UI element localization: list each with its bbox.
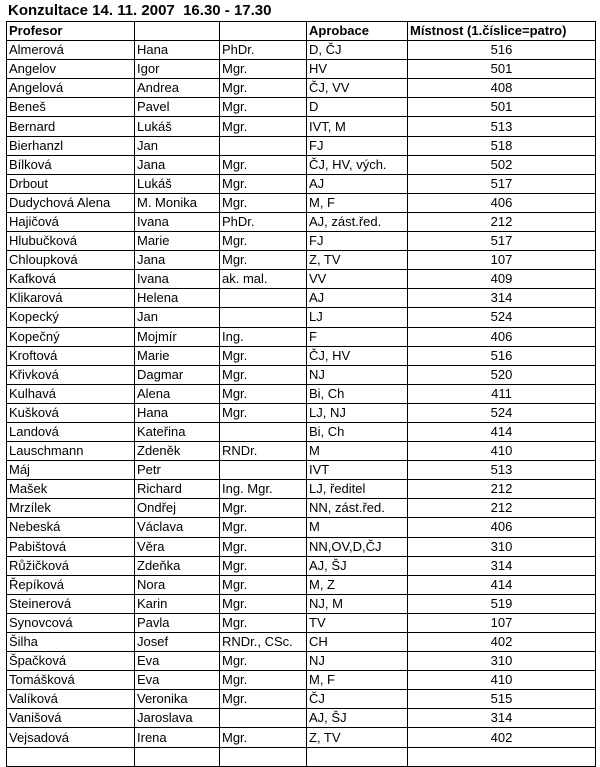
cell-aprobace: LJ, ředitel bbox=[307, 480, 408, 499]
table-row bbox=[7, 594, 596, 613]
cell-title: Mgr. bbox=[220, 518, 307, 537]
cell-room: 517 bbox=[408, 232, 596, 251]
cell-surname: Angelová bbox=[7, 79, 135, 98]
cell-surname: Kopecký bbox=[7, 308, 135, 327]
cell-room: 502 bbox=[408, 155, 596, 174]
cell-aprobace: M bbox=[307, 442, 408, 461]
table-row bbox=[7, 270, 596, 289]
cell-aprobace: IVT, M bbox=[307, 117, 408, 136]
cell-surname: Bernard bbox=[7, 117, 135, 136]
table-row bbox=[7, 384, 596, 403]
cell-surname: Mašek bbox=[7, 480, 135, 499]
table-row bbox=[7, 174, 596, 193]
cell-aprobace: M bbox=[307, 518, 408, 537]
cell-surname: Šilha bbox=[7, 633, 135, 652]
cell-room: 310 bbox=[408, 652, 596, 671]
cell-surname: Klikarová bbox=[7, 289, 135, 308]
table-row bbox=[7, 537, 596, 556]
cell-first-name: Petr bbox=[135, 461, 220, 480]
cell-surname: Kulhavá bbox=[7, 384, 135, 403]
cell-aprobace: M, Z bbox=[307, 575, 408, 594]
cell-first-name: Karin bbox=[135, 594, 220, 613]
table-row bbox=[7, 41, 596, 60]
cell-aprobace: F bbox=[307, 327, 408, 346]
cell-aprobace: NJ, M bbox=[307, 594, 408, 613]
cell-title bbox=[220, 461, 307, 480]
table-row bbox=[7, 308, 596, 327]
cell-room: 513 bbox=[408, 461, 596, 480]
cell-first-name: Jaroslava bbox=[135, 709, 220, 728]
cell-room: 212 bbox=[408, 499, 596, 518]
table-row bbox=[7, 518, 596, 537]
cell-room: 212 bbox=[408, 480, 596, 499]
cell-surname: Kroftová bbox=[7, 346, 135, 365]
cell-room bbox=[408, 747, 596, 766]
table-row bbox=[7, 556, 596, 575]
cell-first-name: Zdeněk bbox=[135, 442, 220, 461]
table-row bbox=[7, 709, 596, 728]
cell-room: 402 bbox=[408, 728, 596, 747]
cell-surname: Řepíková bbox=[7, 575, 135, 594]
cell-room: 406 bbox=[408, 518, 596, 537]
cell-room: 414 bbox=[408, 422, 596, 441]
table-row bbox=[7, 575, 596, 594]
cell-room: 414 bbox=[408, 575, 596, 594]
cell-room: 518 bbox=[408, 136, 596, 155]
cell-aprobace: Z, TV bbox=[307, 251, 408, 270]
cell-first-name: Josef bbox=[135, 633, 220, 652]
table-row bbox=[7, 79, 596, 98]
cell-aprobace: ČJ, HV, vých. bbox=[307, 155, 408, 174]
cell-title: Mgr. bbox=[220, 174, 307, 193]
cell-surname: Drbout bbox=[7, 174, 135, 193]
cell-room: 406 bbox=[408, 327, 596, 346]
cell-surname: Tomášková bbox=[7, 671, 135, 690]
table-row bbox=[7, 690, 596, 709]
cell-first-name: Dagmar bbox=[135, 365, 220, 384]
cell-room: 406 bbox=[408, 193, 596, 212]
cell-surname: Křivková bbox=[7, 365, 135, 384]
cell-first-name: Nora bbox=[135, 575, 220, 594]
page-title: Konzultace 14. 11. 2007 16.30 - 17.30 bbox=[8, 2, 272, 19]
cell-title bbox=[220, 308, 307, 327]
cell-surname: Hajičová bbox=[7, 212, 135, 231]
cell-surname: Růžičková bbox=[7, 556, 135, 575]
cell-first-name: Jan bbox=[135, 136, 220, 155]
cell-title: Mgr. bbox=[220, 79, 307, 98]
cell-aprobace: ČJ, VV bbox=[307, 79, 408, 98]
table-row bbox=[7, 461, 596, 480]
cell-aprobace: LJ, NJ bbox=[307, 403, 408, 422]
table-row bbox=[7, 327, 596, 346]
cell-surname: Kopečný bbox=[7, 327, 135, 346]
cell-aprobace: IVT bbox=[307, 461, 408, 480]
table-row bbox=[7, 212, 596, 231]
cell-first-name: Zdeňka bbox=[135, 556, 220, 575]
cell-title: Mgr. bbox=[220, 346, 307, 365]
cell-first-name: Jan bbox=[135, 308, 220, 327]
header-title bbox=[220, 22, 307, 41]
cell-aprobace: Bi, Ch bbox=[307, 422, 408, 441]
cell-room: 517 bbox=[408, 174, 596, 193]
cell-aprobace: LJ bbox=[307, 308, 408, 327]
cell-room: 314 bbox=[408, 289, 596, 308]
cell-room: 410 bbox=[408, 671, 596, 690]
cell-title: Mgr. bbox=[220, 155, 307, 174]
cell-aprobace: D bbox=[307, 98, 408, 117]
cell-surname: Dudychová Alena bbox=[7, 193, 135, 212]
cell-aprobace: NJ bbox=[307, 652, 408, 671]
cell-first-name: Jana bbox=[135, 155, 220, 174]
cell-surname: Nebeská bbox=[7, 518, 135, 537]
cell-room: 212 bbox=[408, 212, 596, 231]
cell-first-name: Věra bbox=[135, 537, 220, 556]
cell-surname: Synovcová bbox=[7, 613, 135, 632]
cell-aprobace: NN,OV,D,ČJ bbox=[307, 537, 408, 556]
cell-aprobace: HV bbox=[307, 60, 408, 79]
cell-room: 314 bbox=[408, 709, 596, 728]
cell-surname: Mrzílek bbox=[7, 499, 135, 518]
cell-room: 516 bbox=[408, 41, 596, 60]
cell-surname: Kafková bbox=[7, 270, 135, 289]
table-row bbox=[7, 442, 596, 461]
cell-surname: Almerová bbox=[7, 41, 135, 60]
cell-title: Mgr. bbox=[220, 193, 307, 212]
cell-room: 519 bbox=[408, 594, 596, 613]
cell-first-name: Kateřina bbox=[135, 422, 220, 441]
cell-title: Mgr. bbox=[220, 365, 307, 384]
cell-aprobace: AJ bbox=[307, 289, 408, 308]
cell-first-name: Hana bbox=[135, 403, 220, 422]
table-row bbox=[7, 60, 596, 79]
cell-first-name: Lukáš bbox=[135, 117, 220, 136]
cell-title: Mgr. bbox=[220, 690, 307, 709]
cell-room: 408 bbox=[408, 79, 596, 98]
cell-first-name: Andrea bbox=[135, 79, 220, 98]
cell-surname: Vejsadová bbox=[7, 728, 135, 747]
table-row bbox=[7, 289, 596, 308]
cell-room: 524 bbox=[408, 403, 596, 422]
table-row bbox=[7, 117, 596, 136]
table-header-row bbox=[7, 22, 596, 41]
cell-surname: Landová bbox=[7, 422, 135, 441]
cell-room: 310 bbox=[408, 537, 596, 556]
cell-room: 411 bbox=[408, 384, 596, 403]
cell-aprobace: Bi, Ch bbox=[307, 384, 408, 403]
cell-title: Mgr. bbox=[220, 98, 307, 117]
cell-title: Ing. bbox=[220, 327, 307, 346]
table-row bbox=[7, 193, 596, 212]
table-row bbox=[7, 480, 596, 499]
cell-room: 516 bbox=[408, 346, 596, 365]
cell-title bbox=[220, 289, 307, 308]
cell-room: 410 bbox=[408, 442, 596, 461]
cell-room: 501 bbox=[408, 60, 596, 79]
cell-title: Mgr. bbox=[220, 251, 307, 270]
cell-first-name: Veronika bbox=[135, 690, 220, 709]
cell-aprobace: TV bbox=[307, 613, 408, 632]
cell-surname: Hlubučková bbox=[7, 232, 135, 251]
cell-aprobace: AJ bbox=[307, 174, 408, 193]
cell-title: Mgr. bbox=[220, 117, 307, 136]
cell-title: Mgr. bbox=[220, 652, 307, 671]
cell-surname: Lauschmann bbox=[7, 442, 135, 461]
table-row bbox=[7, 613, 596, 632]
cell-title: PhDr. bbox=[220, 41, 307, 60]
cell-room: 409 bbox=[408, 270, 596, 289]
cell-first-name: Hana bbox=[135, 41, 220, 60]
cell-title: Ing. Mgr. bbox=[220, 480, 307, 499]
consultation-table bbox=[6, 21, 596, 767]
cell-title bbox=[220, 422, 307, 441]
cell-title: RNDr., CSc. bbox=[220, 633, 307, 652]
cell-room: 524 bbox=[408, 308, 596, 327]
cell-title: Mgr. bbox=[220, 403, 307, 422]
table-row bbox=[7, 251, 596, 270]
cell-aprobace: M, F bbox=[307, 193, 408, 212]
cell-first-name: Igor bbox=[135, 60, 220, 79]
cell-aprobace: M, F bbox=[307, 671, 408, 690]
cell-first-name: Ivana bbox=[135, 212, 220, 231]
cell-surname bbox=[7, 747, 135, 766]
cell-title bbox=[220, 747, 307, 766]
cell-aprobace: AJ, ŠJ bbox=[307, 556, 408, 575]
cell-title bbox=[220, 136, 307, 155]
cell-first-name: Jana bbox=[135, 251, 220, 270]
table-row bbox=[7, 136, 596, 155]
cell-surname: Valíková bbox=[7, 690, 135, 709]
cell-first-name: Helena bbox=[135, 289, 220, 308]
cell-title: Mgr. bbox=[220, 537, 307, 556]
cell-aprobace: AJ, zást.řed. bbox=[307, 212, 408, 231]
cell-first-name: Pavla bbox=[135, 613, 220, 632]
table-row bbox=[7, 155, 596, 174]
table-row bbox=[7, 728, 596, 747]
cell-first-name: Eva bbox=[135, 671, 220, 690]
cell-first-name: Ondřej bbox=[135, 499, 220, 518]
cell-room: 107 bbox=[408, 613, 596, 632]
cell-surname: Špačková bbox=[7, 652, 135, 671]
cell-first-name: Marie bbox=[135, 346, 220, 365]
cell-room: 107 bbox=[408, 251, 596, 270]
table-row bbox=[7, 403, 596, 422]
table-row bbox=[7, 671, 596, 690]
cell-title: Mgr. bbox=[220, 575, 307, 594]
cell-surname: Bílková bbox=[7, 155, 135, 174]
cell-title: Mgr. bbox=[220, 594, 307, 613]
cell-room: 501 bbox=[408, 98, 596, 117]
cell-title: Mgr. bbox=[220, 728, 307, 747]
cell-title: Mgr. bbox=[220, 613, 307, 632]
cell-aprobace: D, ČJ bbox=[307, 41, 408, 60]
cell-aprobace: FJ bbox=[307, 232, 408, 251]
cell-first-name: Ivana bbox=[135, 270, 220, 289]
cell-aprobace: VV bbox=[307, 270, 408, 289]
cell-title: Mgr. bbox=[220, 671, 307, 690]
cell-first-name: M. Monika bbox=[135, 193, 220, 212]
table-row bbox=[7, 365, 596, 384]
table-row bbox=[7, 652, 596, 671]
cell-title: Mgr. bbox=[220, 556, 307, 575]
header-profesor: Profesor bbox=[7, 22, 135, 41]
cell-surname: Máj bbox=[7, 461, 135, 480]
cell-first-name bbox=[135, 747, 220, 766]
cell-room: 314 bbox=[408, 556, 596, 575]
cell-first-name: Marie bbox=[135, 232, 220, 251]
cell-surname: Kušková bbox=[7, 403, 135, 422]
cell-surname: Chloupková bbox=[7, 251, 135, 270]
table-row bbox=[7, 98, 596, 117]
header-room: Místnost (1.číslice=patro) bbox=[408, 22, 596, 41]
cell-aprobace: AJ, ŠJ bbox=[307, 709, 408, 728]
cell-aprobace: NN, zást.řed. bbox=[307, 499, 408, 518]
cell-aprobace: CH bbox=[307, 633, 408, 652]
cell-first-name: Richard bbox=[135, 480, 220, 499]
cell-first-name: Eva bbox=[135, 652, 220, 671]
cell-aprobace: ČJ bbox=[307, 690, 408, 709]
header-aprobace: Aprobace bbox=[307, 22, 408, 41]
cell-first-name: Alena bbox=[135, 384, 220, 403]
table-row bbox=[7, 422, 596, 441]
cell-surname: Pabištová bbox=[7, 537, 135, 556]
table-row bbox=[7, 232, 596, 251]
cell-room: 513 bbox=[408, 117, 596, 136]
table-row bbox=[7, 499, 596, 518]
cell-title: ak. mal. bbox=[220, 270, 307, 289]
cell-title: Mgr. bbox=[220, 232, 307, 251]
cell-room: 402 bbox=[408, 633, 596, 652]
header-first-name bbox=[135, 22, 220, 41]
cell-aprobace: FJ bbox=[307, 136, 408, 155]
cell-first-name: Pavel bbox=[135, 98, 220, 117]
cell-first-name: Irena bbox=[135, 728, 220, 747]
cell-surname: Steinerová bbox=[7, 594, 135, 613]
cell-surname: Bierhanzl bbox=[7, 136, 135, 155]
table-row bbox=[7, 346, 596, 365]
cell-surname: Beneš bbox=[7, 98, 135, 117]
cell-surname: Vanišová bbox=[7, 709, 135, 728]
cell-room: 515 bbox=[408, 690, 596, 709]
cell-title: RNDr. bbox=[220, 442, 307, 461]
cell-aprobace: Z, TV bbox=[307, 728, 408, 747]
cell-first-name: Lukáš bbox=[135, 174, 220, 193]
cell-title: Mgr. bbox=[220, 384, 307, 403]
cell-aprobace: NJ bbox=[307, 365, 408, 384]
cell-surname: Angelov bbox=[7, 60, 135, 79]
cell-room: 520 bbox=[408, 365, 596, 384]
cell-title bbox=[220, 709, 307, 728]
cell-title: Mgr. bbox=[220, 499, 307, 518]
cell-first-name: Václava bbox=[135, 518, 220, 537]
table-row bbox=[7, 747, 596, 766]
cell-title: Mgr. bbox=[220, 60, 307, 79]
cell-first-name: Mojmír bbox=[135, 327, 220, 346]
cell-title: PhDr. bbox=[220, 212, 307, 231]
table-row bbox=[7, 633, 596, 652]
cell-aprobace bbox=[307, 747, 408, 766]
cell-aprobace: ČJ, HV bbox=[307, 346, 408, 365]
